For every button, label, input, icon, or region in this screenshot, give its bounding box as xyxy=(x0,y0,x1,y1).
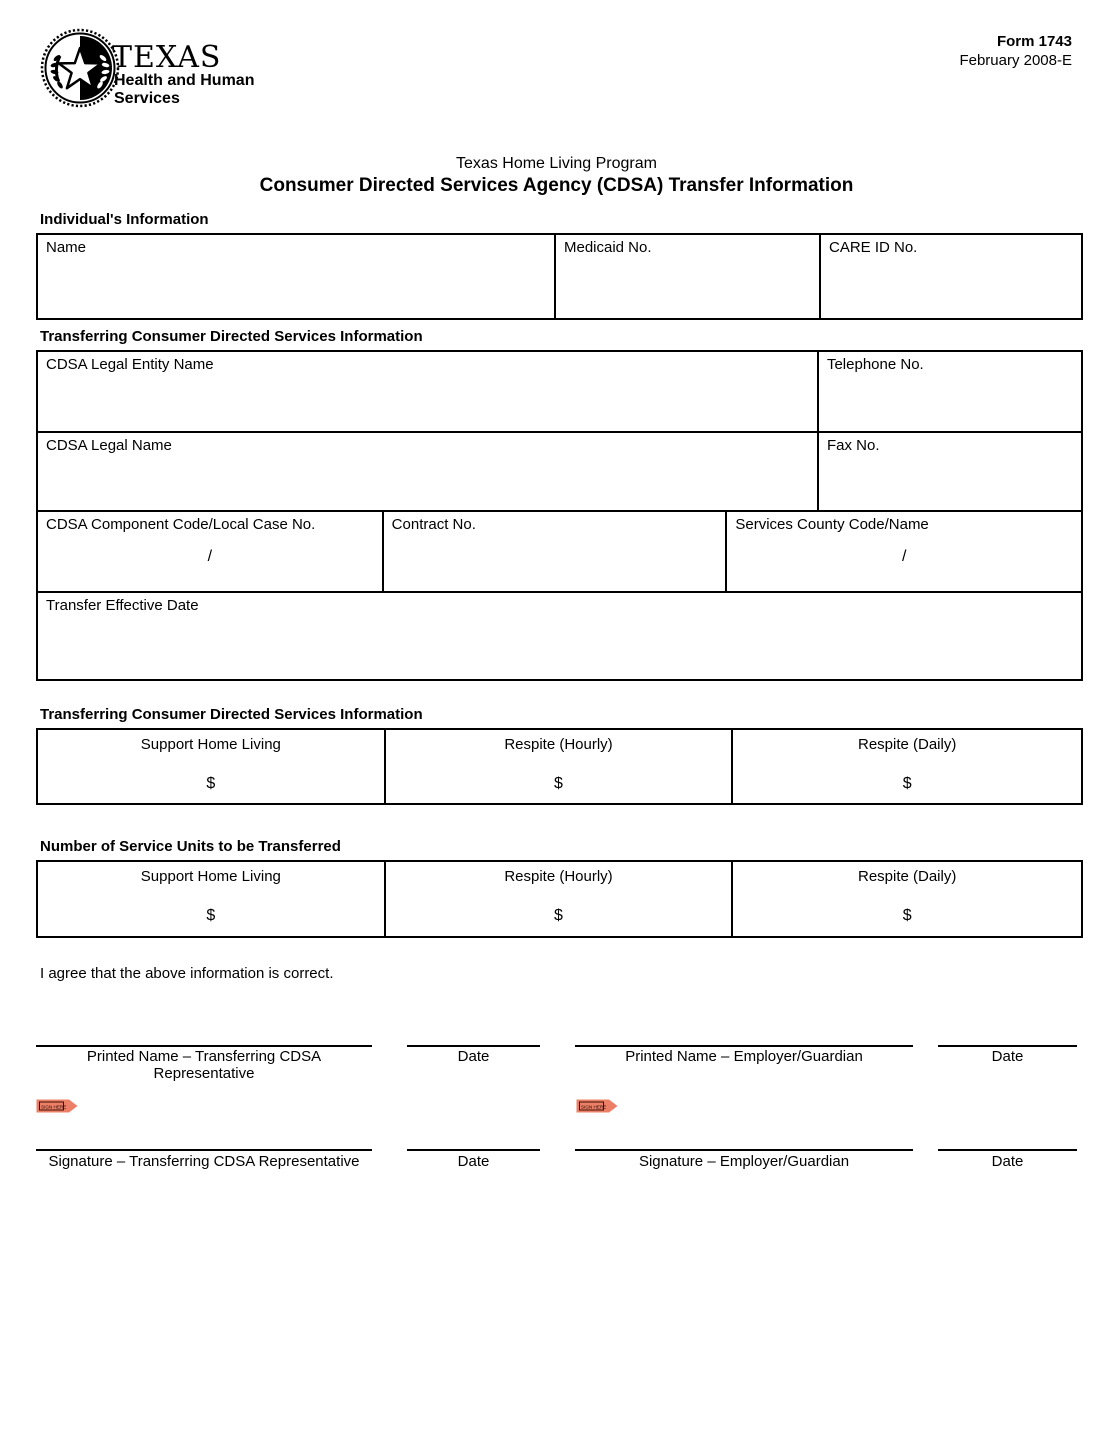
signature-right-line[interactable] xyxy=(575,1149,913,1151)
name-label: Name xyxy=(46,239,87,256)
services-county-slash: / xyxy=(901,548,907,565)
form-edition: February 2008-E xyxy=(959,52,1072,69)
sign-here-tag-right[interactable] xyxy=(576,1099,618,1113)
care-id-field[interactable] xyxy=(821,235,1081,318)
printed-date-right-label: Date xyxy=(991,1048,1024,1065)
printed-name-right-line[interactable] xyxy=(575,1045,913,1047)
medicaid-no-field[interactable] xyxy=(556,235,821,318)
printed-date-left-line[interactable] xyxy=(407,1045,540,1047)
contract-no-field[interactable] xyxy=(384,512,728,591)
page-title: Consumer Directed Services Agency (CDSA) Transfer Information xyxy=(259,175,854,196)
amounts-table xyxy=(36,728,1083,805)
services-county-label: Services County Code/Name xyxy=(735,516,929,533)
amount-respite-hourly-field[interactable] xyxy=(386,730,734,803)
cdsa-component-code-field[interactable] xyxy=(38,512,384,591)
care-id-label: CARE ID No. xyxy=(828,239,918,256)
amount-respite-daily-label: Respite (Daily) xyxy=(857,736,957,753)
name-field[interactable] xyxy=(38,235,556,318)
contract-no-label: Contract No. xyxy=(391,516,476,533)
texas-hhs-seal-icon xyxy=(40,28,120,108)
cdsa-legal-entity-name-label: CDSA Legal Entity Name xyxy=(46,356,214,373)
units-respite-daily-label: Respite (Daily) xyxy=(857,868,957,885)
amount-respite-hourly-label: Respite (Hourly) xyxy=(504,736,613,753)
amount-respite-daily-dollar: $ xyxy=(902,775,912,792)
telephone-no-label: Telephone No. xyxy=(826,356,924,373)
section-heading-individual: Individual's Information xyxy=(40,211,209,228)
section-heading-transferring: Transferring Consumer Directed Services Information xyxy=(40,328,423,345)
printed-name-right-label: Printed Name – Employer/Guardian xyxy=(625,1048,863,1065)
amount-support-home-living-label: Support Home Living xyxy=(140,736,281,753)
printed-date-right-line[interactable] xyxy=(938,1045,1077,1047)
agreement-statement: I agree that the above information is correct. xyxy=(40,965,334,982)
individual-info-table xyxy=(36,233,1083,320)
sign-here-tag-right-text: SIGN HERE xyxy=(581,1104,607,1110)
fax-no-field[interactable] xyxy=(819,433,1081,510)
units-support-home-living-field[interactable] xyxy=(38,862,386,936)
units-respite-hourly-label: Respite (Hourly) xyxy=(504,868,613,885)
medicaid-no-label: Medicaid No. xyxy=(563,239,652,256)
logo-subtitle-line2: Services xyxy=(114,90,180,107)
transfer-effective-date-field[interactable] xyxy=(38,593,1081,679)
signature-right-label: Signature – Employer/Guardian xyxy=(638,1153,850,1170)
logo-wordmark: TEXAS xyxy=(112,40,222,75)
logo-subtitle-line1: Health and Human xyxy=(114,72,255,89)
signature-date-right-line[interactable] xyxy=(938,1149,1077,1151)
units-support-home-living-label: Support Home Living xyxy=(140,868,281,885)
signature-left-line[interactable] xyxy=(36,1149,372,1151)
telephone-no-field[interactable] xyxy=(819,352,1081,431)
signature-left-label: Signature – Transferring CDSA Representative xyxy=(48,1153,360,1170)
amount-support-home-living-field[interactable] xyxy=(38,730,386,803)
fax-no-label: Fax No. xyxy=(826,437,880,454)
signature-date-right-label: Date xyxy=(991,1153,1024,1170)
cdsa-component-code-label: CDSA Component Code/Local Case No. xyxy=(46,516,316,533)
printed-name-left-label: Printed Name – Transferring CDSA Representative xyxy=(86,1048,322,1082)
amount-support-home-living-dollar: $ xyxy=(206,775,216,792)
form-number: Form 1743 xyxy=(996,33,1072,50)
amount-respite-daily-field[interactable] xyxy=(733,730,1081,803)
units-support-home-living-dollar: $ xyxy=(206,907,216,924)
printed-date-left-label: Date xyxy=(457,1048,490,1065)
section-heading-units: Number of Service Units to be Transferred xyxy=(40,838,341,855)
sign-here-tag-left-text: SIGN HERE xyxy=(41,1104,67,1110)
amount-respite-hourly-dollar: $ xyxy=(554,775,563,792)
services-county-field[interactable] xyxy=(727,512,1081,591)
transfer-effective-date-label: Transfer Effective Date xyxy=(46,597,199,614)
program-title: Texas Home Living Program xyxy=(456,155,657,172)
units-respite-daily-field[interactable] xyxy=(733,862,1081,936)
form-number-block xyxy=(959,32,1072,70)
cdsa-legal-name-label: CDSA Legal Name xyxy=(46,437,172,454)
cdsa-component-code-slash: / xyxy=(207,548,213,565)
signature-date-left-label: Date xyxy=(457,1153,490,1170)
units-table xyxy=(36,860,1083,938)
units-respite-hourly-dollar: $ xyxy=(554,907,563,924)
cdsa-legal-name-field[interactable] xyxy=(38,433,819,510)
units-respite-hourly-field[interactable] xyxy=(386,862,734,936)
transferring-info-table xyxy=(36,350,1083,681)
section-heading-amounts: Transferring Consumer Directed Services Information xyxy=(40,706,423,723)
units-respite-daily-dollar: $ xyxy=(902,907,912,924)
cdsa-legal-entity-name-field[interactable] xyxy=(38,352,819,431)
printed-name-left-line[interactable] xyxy=(36,1045,372,1047)
sign-here-tag-left[interactable] xyxy=(36,1099,78,1113)
signature-date-left-line[interactable] xyxy=(407,1149,540,1151)
